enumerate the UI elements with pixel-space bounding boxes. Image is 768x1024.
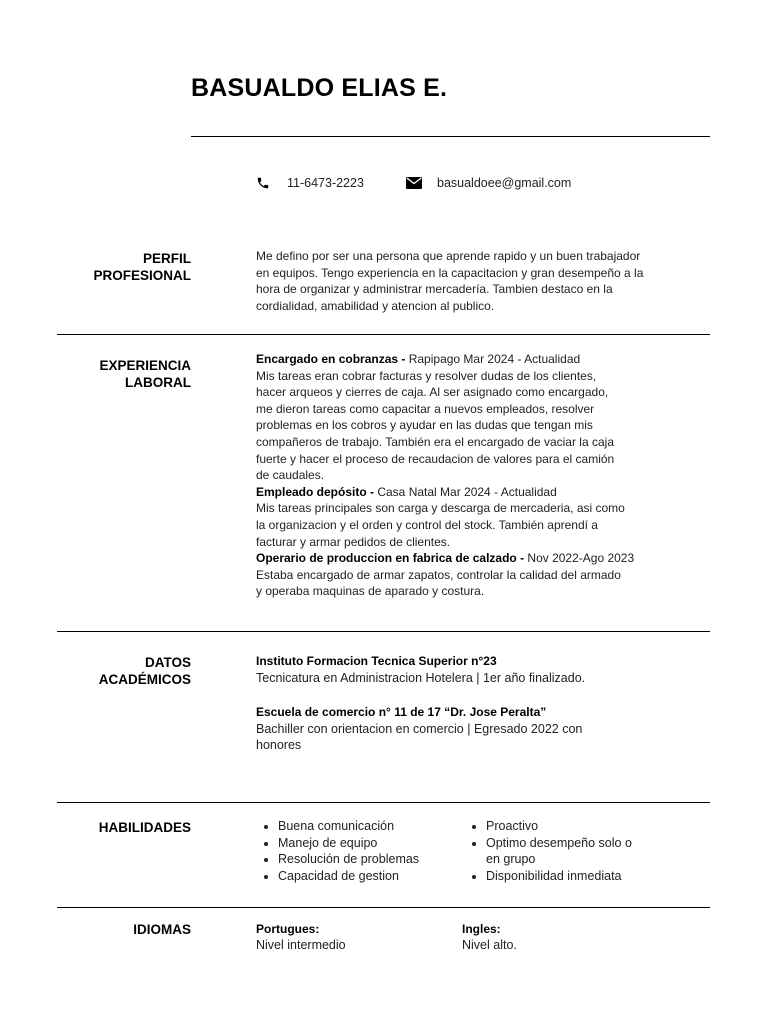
text-line: facturar y armar pedidos de clientes. <box>256 534 451 549</box>
text-line: cordialidad, amabilidad y atencion al publico. <box>256 298 495 313</box>
section-divider <box>57 631 710 632</box>
language-level: Nivel intermedio <box>256 938 346 952</box>
label-line: PERFIL <box>142 251 191 266</box>
job-entry <box>256 484 696 550</box>
language-name: Portugues: <box>256 922 320 936</box>
phone-number: 11-6473-2223 <box>287 176 364 190</box>
job-title: Operario de produccion en fabrica de calzado - <box>256 551 528 566</box>
section-label-perfil <box>93 250 191 284</box>
email-contact <box>406 176 571 190</box>
label-line: HABILIDADES <box>98 820 191 835</box>
label-line: ACADÉMICOS <box>98 672 191 687</box>
skill-item: • Proactivo <box>486 818 686 835</box>
skill-item: • Disponibilidad inmediata <box>486 868 686 885</box>
envelope-icon <box>406 177 422 189</box>
job-entry <box>256 351 696 484</box>
text-line: Tecnicatura en Administracion Hotelera | 1er año finalizado. <box>256 670 586 685</box>
header-divider <box>191 136 710 137</box>
job-heading <box>256 351 696 368</box>
text-line: en equipos. Tengo experiencia en la capacitacion y gran desempeño a la <box>256 265 644 280</box>
job-title: Empleado depósito - <box>256 484 378 499</box>
section-divider <box>57 802 710 803</box>
perfil-text <box>256 248 696 314</box>
email-address: basualdoee@gmail.com <box>437 176 572 190</box>
text-line: problemas en los cobros y ayudar en las dudas que tengan mis <box>256 418 593 433</box>
section-label-experiencia <box>99 357 191 391</box>
skill-item: • Buena comunicación <box>278 818 468 835</box>
label-line: DATOS <box>144 655 191 670</box>
candidate-name: BASUALDO ELIAS E. <box>191 74 448 102</box>
section-label-academicos <box>99 654 191 688</box>
job-org: Casa Natal Mar 2024 - Actualidad <box>377 484 557 499</box>
language-entry <box>462 921 517 953</box>
label-line: LABORAL <box>125 375 191 390</box>
text-line: hacer arqueos y cierres de caja. Al ser asignado como encargado, <box>256 385 609 400</box>
text-line: de caudales. <box>256 468 325 483</box>
edu-title: Instituto Formacion Tecnica Superior n°23 <box>256 654 497 668</box>
skill-item: • Manejo de equipo <box>278 835 468 852</box>
job-heading <box>256 484 696 501</box>
job-entry <box>256 550 696 600</box>
text-line: y operaba maquinas de aparado y costura. <box>256 584 485 599</box>
job-heading <box>256 550 696 567</box>
section-divider <box>57 334 710 335</box>
section-label-habilidades <box>99 819 191 836</box>
edu-entry <box>256 704 696 754</box>
experiencia-content <box>256 351 696 600</box>
phone-icon <box>256 176 270 190</box>
job-title: Encargado en cobranzas - <box>256 352 409 366</box>
language-name: Ingles: <box>462 922 501 936</box>
label-line: PROFESIONAL <box>93 268 191 283</box>
text-line: compañeros de trabajo. También era el encargado de vaciar la caja <box>256 434 614 449</box>
skill-text: en grupo <box>486 852 536 867</box>
section-divider <box>57 907 710 908</box>
job-org: Nov 2022-Ago 2023 <box>527 551 635 566</box>
phone-contact <box>256 176 364 190</box>
skill-text: Optimo desempeño solo o <box>486 835 632 850</box>
edu-entry <box>256 653 696 686</box>
text-line: Mis tareas eran cobrar facturas y resolver dudas de los clientes, <box>256 368 597 383</box>
text-line: Mis tareas principales son carga y descarga de mercaderia, asi como <box>256 501 625 516</box>
text-line: Estaba encargado de armar zapatos, controlar la calidad del armado <box>256 567 621 582</box>
job-org: Rapipago Mar 2024 - Actualidad <box>408 352 581 366</box>
language-entry <box>256 921 346 953</box>
edu-title: Escuela de comercio n° 11 de 17 “Dr. Jose Peralta” <box>256 705 547 720</box>
text-line: Me defino por ser una persona que aprende rapido y un buen trabajador <box>256 249 641 263</box>
skills-list-left <box>258 818 468 884</box>
language-level: Nivel alto. <box>462 938 517 952</box>
text-line: fuerte y hacer el proceso de recaudacion de valores para el camión <box>256 451 615 466</box>
skill-item: • Resolución de problemas <box>278 851 468 868</box>
skill-item: • Capacidad de gestion <box>278 868 468 885</box>
section-label-idiomas <box>133 921 191 938</box>
skill-item <box>486 835 686 868</box>
text-line: honores <box>256 738 302 753</box>
skills-list-right <box>466 818 686 884</box>
academicos-content <box>256 653 696 754</box>
label-line: IDIOMAS <box>133 922 191 937</box>
text-line: me dieron tareas como capacitar a nuevos empleados, resolver <box>256 401 595 416</box>
text-line: Bachiller con orientacion en comercio | Egresado 2022 con <box>256 721 583 736</box>
text-line: hora de organizar y administrar mercadería. Tambien destaco en la <box>256 282 613 297</box>
text-line: la organizacion y el orden y control del stock. También aprendí a <box>256 517 598 532</box>
label-line: EXPERIENCIA <box>99 358 191 373</box>
